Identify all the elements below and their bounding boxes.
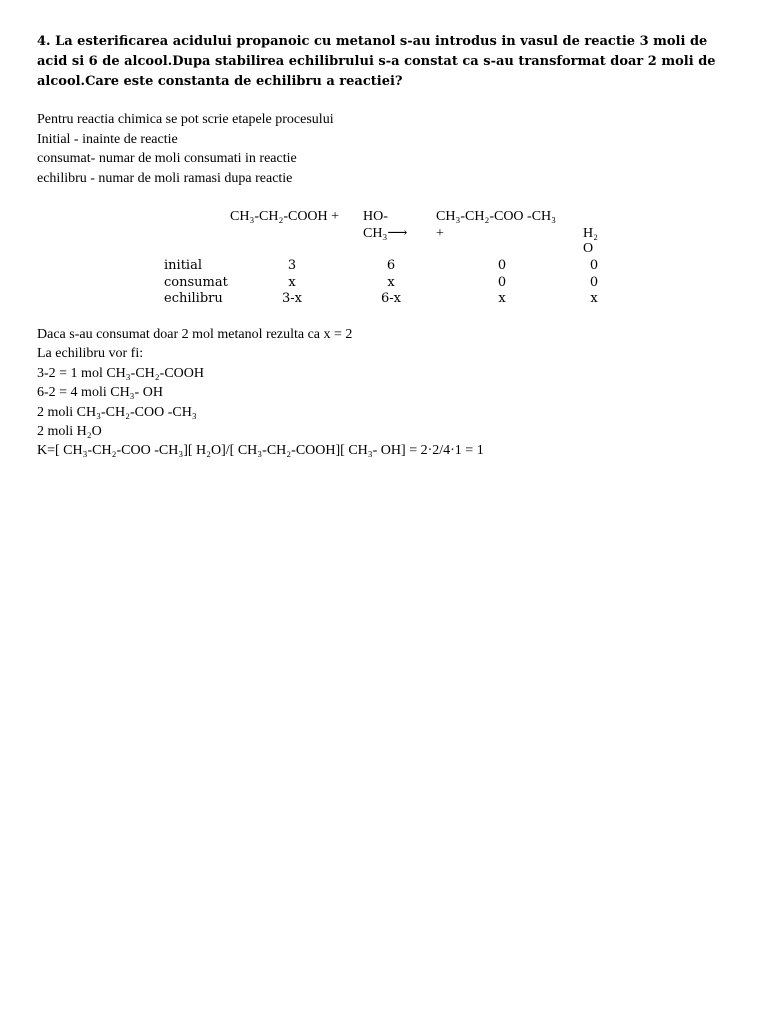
table-cell: 0	[589, 258, 599, 273]
row-label-consumat: consumat	[164, 275, 228, 290]
intro-line: consumat- numar de moli consumati in reactie	[37, 151, 297, 166]
row-label-echilibru: echilibru	[164, 291, 223, 306]
table-cell: 0	[589, 275, 599, 290]
product-ester-line1: CH₃-CH₂-COO -CH₃	[436, 209, 557, 224]
table-cell: 3	[287, 258, 297, 273]
table-cell: x	[590, 291, 598, 306]
table-cell: 0	[497, 258, 507, 273]
reactant-alcohol-line1: HO-	[363, 209, 388, 224]
reactant-acid: CH₃-CH₂-COOH +	[230, 209, 340, 224]
solution-steps	[37, 325, 737, 461]
reactant-alcohol-line2: CH₃⟶	[363, 226, 408, 241]
equilibrium-constant-line: K=[ CH₃-CH₂-COO -CH₃][ H₂O]/[ CH₃-CH₂-COOH][ CH₃- OH] = 2·2/4·1 = 1	[37, 443, 484, 459]
table-cell: 3-x	[282, 291, 302, 306]
solution-line: 3-2 = 1 mol CH₃-CH₂-COOH	[37, 365, 204, 381]
product-ester-line2: +	[436, 226, 444, 241]
table-cell: x	[387, 275, 395, 290]
intro-paragraph	[37, 110, 727, 188]
table-cell: 0	[497, 275, 507, 290]
intro-line: Pentru reactia chimica se pot scrie etapele procesului	[37, 112, 334, 127]
intro-line: Initial - inainte de reactie	[37, 131, 178, 147]
problem-statement: 4. La esterificarea acidului propanoic cu metanol s-au introdus in vasul de reactie 3 moli de acid si 6 de alcool.Dupa stabilirea echilibrului s-a constat ca s-au transformat doar 2 moli de alcool.Care este constanta de echilibru a reactiei?	[37, 34, 716, 89]
product-water-line1: H₂	[583, 226, 598, 241]
solution-line: 2 moli H₂O	[37, 424, 102, 440]
solution-line: Daca s-au consumat doar 2 mol metanol rezulta ca x = 2	[37, 327, 353, 342]
table-cell: 6	[386, 258, 396, 273]
product-water-line2: O	[583, 241, 594, 256]
table-cell: x	[288, 275, 296, 290]
solution-line: 6-2 = 4 moli CH₃- OH	[37, 385, 163, 401]
row-label-initial: initial	[164, 258, 202, 273]
intro-line: echilibru - numar de moli ramasi dupa reactie	[37, 170, 293, 186]
solution-line: 2 moli CH₃-CH₂-COO -CH₃	[37, 404, 197, 420]
solution-line: La echilibru vor fi:	[37, 346, 144, 362]
table-cell: x	[498, 291, 506, 306]
table-cell: 6-x	[381, 291, 401, 306]
